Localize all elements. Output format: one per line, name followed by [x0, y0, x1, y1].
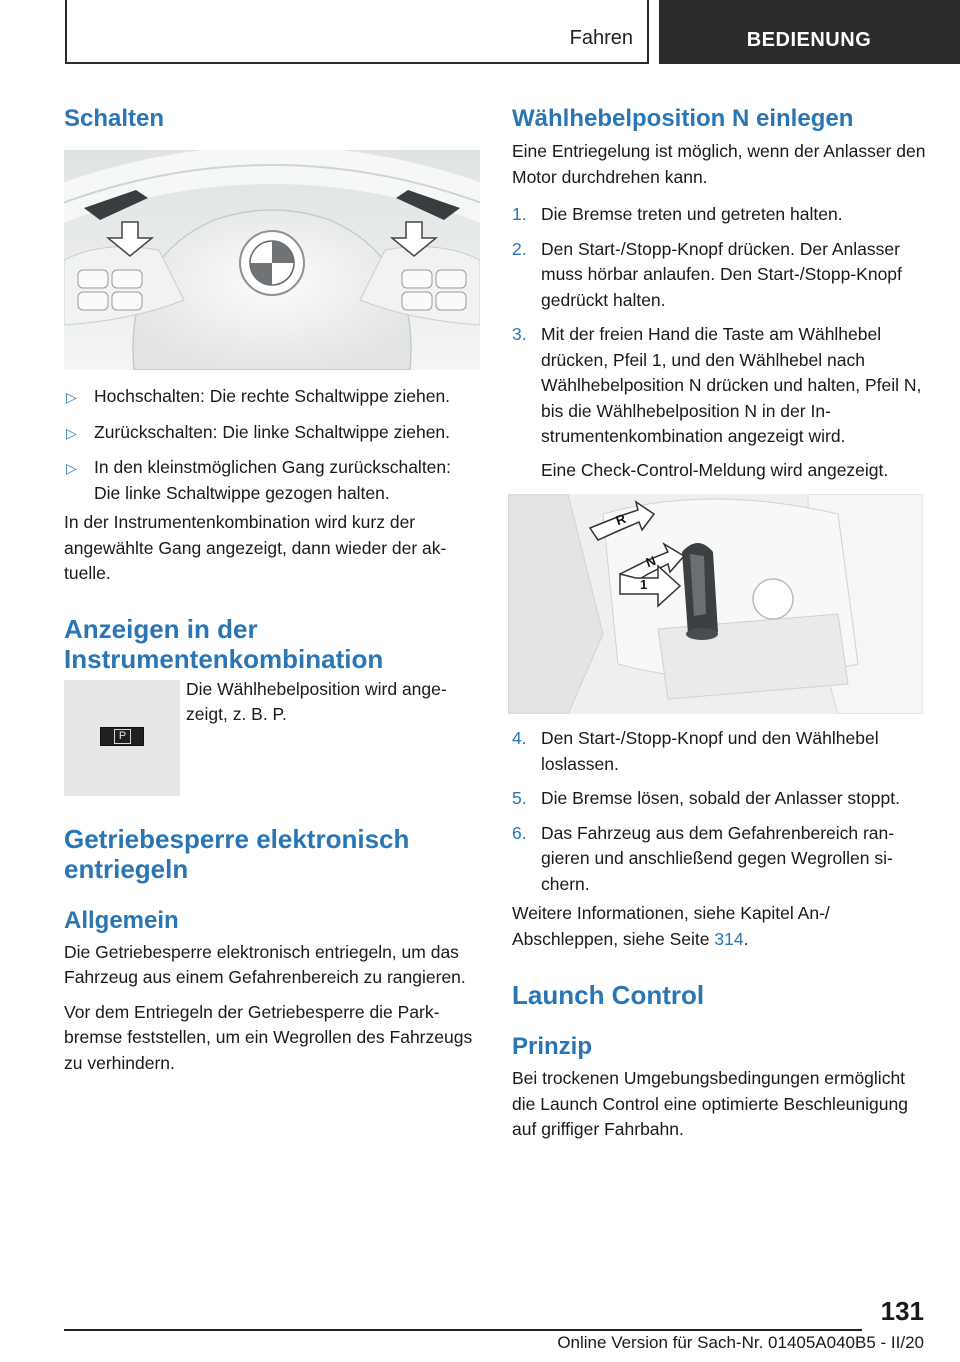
heading-prinzip: Prinzip — [512, 1033, 593, 1060]
list-item: 4. Den Start-/Stopp-Knopf und den Wählhebel loslassen. — [512, 728, 879, 774]
list-item: ▷ In den kleinstmöglichen Gang zurückschalten: Die linke Schaltwippe gezogen halten. — [66, 457, 452, 503]
header-section-label: Fahren — [569, 27, 633, 49]
figure-label-r: R — [613, 510, 628, 529]
heading-allgemein: Allgemein — [64, 906, 179, 934]
footer-divider — [64, 1329, 862, 1331]
display-figure — [64, 680, 180, 796]
list-item: 3. Mit der freien Hand die Taste am Wählhebel drücken, Pfeil 1, und den Wählhebel nach Wählhebelposition N drücken und halten, Pfeil N, bis die Wählhebelposition N in der Instrumentenkombination angezeigt wird. Eine Check-Control-Meldung wird angezeigt. — [512, 324, 922, 480]
list-item: 6. Das Fahrzeug aus dem Gefahrenbereich rangieren und anschließend gegen Wegrollen sichern. — [512, 822, 895, 894]
figure-label-1: 1 — [640, 577, 648, 592]
gear-selector-figure — [508, 494, 923, 714]
header-chapter-tab — [659, 0, 960, 64]
page-number: 131 — [880, 1296, 924, 1326]
anzeigen-text: Die Wählhebelposition wird angezeigt, z. B. P. — [186, 678, 447, 724]
getriebe-paragraph-2: Vor dem Entriegeln der Getriebesperre die Parkbremse feststellen, um ein Wegrollen des Fahrzeugs zu verhindern. — [64, 1001, 473, 1073]
heading-n-einlegen: Wählhebelposition N einlegen — [512, 105, 854, 132]
gear-selector-illustration — [508, 494, 923, 714]
more-info-paragraph: Weitere Informationen, siehe Kapitel An-/ Abschleppen, siehe Seite 314. — [512, 903, 830, 949]
triangle-bullet-icon: ▷ — [66, 389, 77, 405]
heading-launch-control: Launch Control — [512, 980, 705, 1010]
heading-getriebesperre: Getriebesperre elektronisch entriegeln — [64, 823, 410, 884]
list-item: 2. Den Start-/Stopp-Knopf drücken. Der Anlasser muss hörbar anlaufen. Den Start-/Stopp-Knopf gedrückt halten. — [512, 238, 902, 310]
triangle-bullet-icon: ▷ — [66, 424, 77, 441]
page-link-314[interactable]: 314 — [714, 928, 744, 949]
left-column — [64, 100, 480, 1076]
launch-paragraph: Bei trockenen Umgebungsbedingungen ermöglicht die Launch Control eine optimierte Beschleunigung auf griffiger Fahrbahn. — [512, 1068, 908, 1139]
schalten-paragraph: In der Instrumentenkombination wird kurz der angewählte Gang angezeigt, dann wieder der aktuelle. — [64, 512, 447, 583]
list-item: ▷ Zurückschalten: Die linke Schaltwippe ziehen. — [64, 420, 480, 446]
footer-version: Online Version für Sach-Nr. 01405A040B5 - II/20 — [557, 1333, 924, 1352]
shift-bullet-list — [64, 384, 480, 506]
gear-display-label: P — [114, 729, 131, 744]
heading-schalten: Schalten — [64, 105, 165, 132]
header-section-box — [65, 0, 649, 64]
steering-wheel-figure — [64, 150, 480, 370]
figure-label-n: N — [643, 552, 658, 571]
list-item: 5. Die Bremse lösen, sobald der Anlasser stoppt. — [512, 788, 900, 808]
heading-anzeigen: Anzeigen in der Instrumentenkombination — [64, 613, 384, 674]
getriebe-paragraph-1: Die Getriebesperre elektronisch entriegeln, um das Fahrzeug aus einem Gefahrenbereich zu rangieren. — [64, 941, 466, 987]
steps-list-b — [512, 726, 926, 897]
header-chapter-label: BEDIENUNG — [746, 29, 872, 51]
gear-display-icon — [100, 727, 144, 746]
steering-wheel-illustration — [64, 150, 480, 370]
list-item: ▷ Hochschalten: Die rechte Schaltwippe ziehen. — [64, 384, 480, 410]
right-column — [512, 100, 926, 1143]
list-item: 1. Die Bremse treten und getreten halten. — [512, 204, 843, 224]
steps-list-a — [512, 202, 926, 483]
n-einlegen-intro: Eine Entriegelung ist möglich, wenn der Anlasser den Motor durchdrehen kann. — [512, 141, 926, 187]
triangle-bullet-icon: ▷ — [66, 460, 77, 476]
anzeigen-block — [64, 680, 480, 796]
